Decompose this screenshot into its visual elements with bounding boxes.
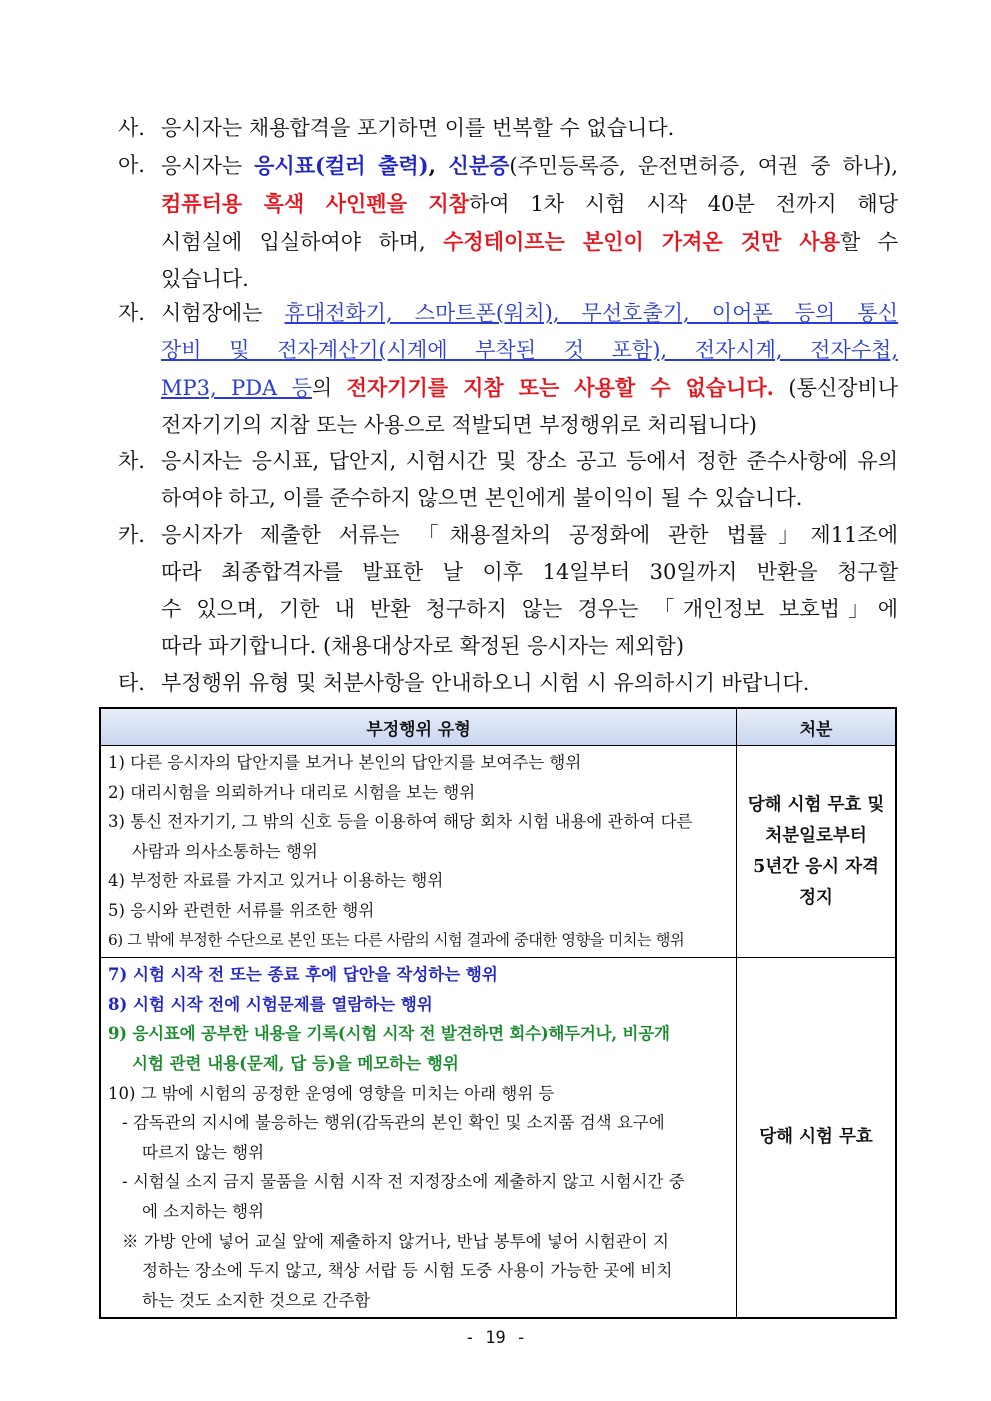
table-row: - 시험실 소지 금지 물품을 시험 시작 전 지정장소에 제출하지 않고 시험시간 중: [122, 1172, 685, 1192]
text-run: 하여 1차 시험 시작 40분 전까지 해당: [468, 192, 898, 216]
table-row: 따르지 않는 행위: [142, 1142, 265, 1162]
paragraph-line: [161, 147, 898, 185]
paragraph-marker: 차.: [118, 449, 145, 473]
page-number: - 19 -: [464, 1328, 527, 1348]
paragraph-line: [161, 295, 898, 332]
text-run: 의: [311, 376, 347, 400]
penalty-line: 처분일로부터: [765, 825, 867, 846]
device-list-link[interactable]: 장비 및 전자계산기(시계에 부착된 것 포함), 전자시계, 전자수첩,: [161, 338, 898, 362]
paragraph-ta: [118, 665, 898, 702]
misconduct-list: [100, 746, 737, 958]
paragraph-line: 있습니다.: [161, 267, 249, 291]
paragraph-line: 응시자가 제출한 서류는 「채용절차의 공정화에 관한 법률」제11조에: [161, 523, 898, 547]
highlight-id-card: 신분증: [448, 153, 510, 178]
paragraph-line: 따라 파기합니다. (채용대상자로 확정된 응시자는 제외함): [161, 634, 685, 658]
device-list-link[interactable]: 휴대전화기, 스마트폰(워치), 무선호출기, 이어폰 등의 통신: [284, 301, 898, 325]
text-run: 할 수: [839, 230, 898, 254]
table-row-group2: [100, 958, 896, 1319]
table-row: - 감독관의 지시에 불응하는 행위(감독관의 본인 확인 및 소지품 검색 요구에: [122, 1113, 665, 1133]
penalty-line: 당해 시험 무효 및: [747, 794, 885, 815]
paragraph-sa: [118, 110, 898, 147]
paragraph-line: 따라 최종합격자를 발표한 날 이후 14일부터 30일까지 반환을 청구할: [161, 560, 898, 584]
paragraph-a: [118, 147, 898, 298]
penalty-line: 정지: [799, 887, 833, 908]
misconduct-table: [99, 707, 897, 1319]
paragraph-marker: 아.: [118, 153, 145, 177]
paragraph-cha: [118, 443, 898, 517]
paragraph-line: 전자기기의 지참 또는 사용으로 적발되면 부정행위로 처리됩니다): [161, 413, 757, 437]
paragraph-line: 응시자는 응시표, 답안지, 시험시간 및 장소 공고 등에서 정한 준수사항에 유의: [161, 449, 898, 473]
paragraph-line: 하여야 하고, 이를 준수하지 않으면 본인에게 불이익이 될 수 있습니다.: [161, 486, 803, 510]
paragraph-marker: 타.: [118, 671, 145, 695]
paragraph-line: [161, 369, 898, 407]
header-penalty: 처분: [737, 708, 896, 746]
table-row: 3) 통신 전자기기, 그 밖의 신호 등을 이용하여 해당 회차 시험 내용에 관하여 다른: [108, 812, 693, 832]
text-run: 시험실에 입실하여야 하며,: [161, 230, 444, 254]
text-run: 응시자는: [161, 154, 255, 178]
table-header-row: [100, 708, 896, 746]
table-row: 7) 시험 시작 전 또는 종료 후에 답안을 작성하는 행위: [108, 965, 498, 985]
penalty-cell: 당해 시험 무효: [737, 958, 896, 1319]
paragraph-marker: 카.: [118, 523, 145, 547]
misconduct-list: [100, 958, 737, 1319]
paragraph-marker: 자.: [118, 301, 145, 325]
highlight-admission-ticket: 응시표(컬러 출력): [254, 153, 429, 178]
table-row: 시험 관련 내용(문제, 답 등)을 메모하는 행위: [132, 1053, 459, 1073]
header-misconduct-type: 부정행위 유형: [100, 708, 737, 746]
text-run: 시험장에는: [161, 301, 285, 325]
table-row: ※ 가방 안에 넣어 교실 앞에 제출하지 않거나, 반납 봉투에 넣어 시험관이 지: [122, 1231, 669, 1251]
table-row: 하는 것도 소지한 것으로 간주함: [142, 1290, 371, 1310]
table-row: 6) 그 밖에 부정한 수단으로 본인 또는 다른 사람의 시험 결과에 중대한 영향을 미치는 행위: [108, 930, 685, 949]
highlight-pen-required: 컴퓨터용 흑색 사인펜을 지참: [161, 191, 469, 216]
paragraph-text: 응시자는 채용합격을 포기하면 이를 번복할 수 없습니다.: [161, 116, 675, 140]
table-row: 5) 응시와 관련한 서류를 위조한 행위: [108, 900, 375, 920]
table-row: 사람과 의사소통하는 행위: [132, 841, 318, 861]
table-row: 10) 그 밖에 시험의 공정한 운영에 영향을 미치는 아래 행위 등: [108, 1083, 555, 1103]
paragraph-line: [161, 185, 898, 223]
table-row: 에 소지하는 행위: [142, 1201, 265, 1221]
paragraph-marker: 사.: [118, 116, 145, 140]
table-row: 2) 대리시험을 의뢰하거나 대리로 시험을 보는 행위: [108, 782, 476, 802]
table-row: 8) 시험 시작 전에 시험문제를 열람하는 행위: [108, 994, 433, 1014]
paragraph-ja: [118, 295, 898, 444]
highlight-correction-tape: 수정테이프는 본인이 가져온 것만 사용: [443, 229, 840, 254]
device-list-link[interactable]: MP3, PDA 등: [161, 376, 312, 400]
paragraph-line: [161, 332, 898, 369]
paragraph-line: 수 있으며, 기한 내 반환 청구하지 않는 경우는 「개인정보 보호법」에: [161, 597, 898, 621]
text-run: (주민등록증, 운전면허증, 여권 중 하나),: [509, 154, 898, 178]
table-row: 4) 부정한 자료를 가지고 있거나 이용하는 행위: [108, 871, 444, 891]
text-run: ,: [428, 153, 449, 178]
table-row: 9) 응시표에 공부한 내용을 기록(시험 시작 전 발견하면 회수)해두거나, 비공개: [108, 1024, 670, 1044]
penalty-line: 5년간 응시 자격: [753, 856, 879, 877]
text-run: (통신장비나: [773, 376, 899, 400]
paragraph-text: 부정행위 유형 및 처분사항을 안내하오니 시험 시 유의하시기 바랍니다.: [161, 671, 810, 695]
table-row: 1) 다른 응시자의 답안지를 보거나 본인의 답안지를 보여주는 행위: [108, 753, 582, 772]
paragraph-line: [161, 223, 898, 261]
penalty-cell: [737, 746, 896, 958]
highlight-device-ban: 전자기기를 지참 또는 사용할 수 없습니다.: [346, 375, 774, 400]
table-row: 정하는 장소에 두지 않고, 책상 서랍 등 시험 도중 사용이 가능한 곳에 비치: [142, 1261, 673, 1281]
table-row-group1: [100, 746, 896, 958]
paragraph-ka: [118, 517, 898, 665]
